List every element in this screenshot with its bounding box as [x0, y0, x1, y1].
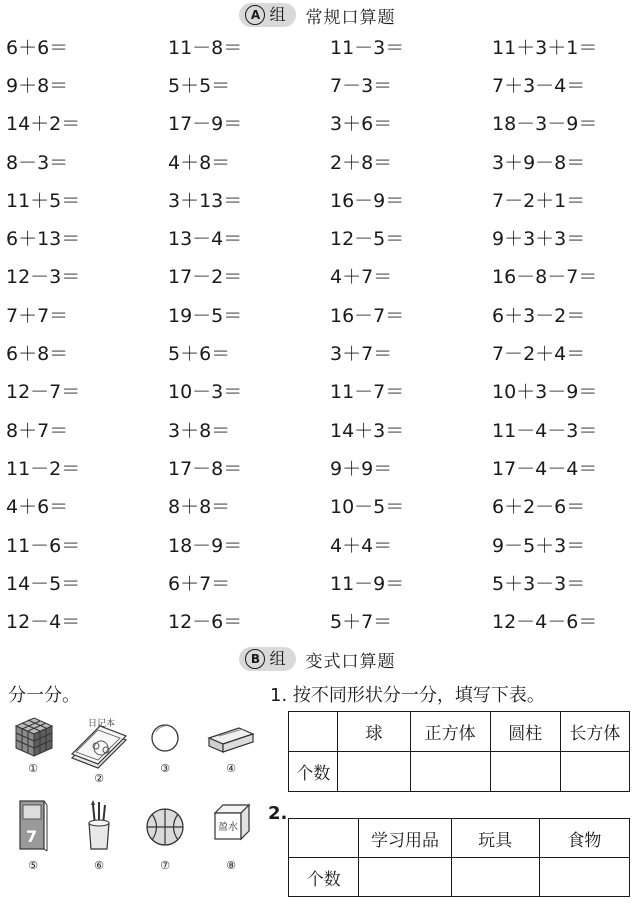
group-label: 组 — [269, 649, 286, 668]
object-number: ④ — [226, 762, 236, 775]
problem-cell: 11－2＝ — [6, 457, 81, 480]
problem-cell: 12－5＝ — [330, 228, 405, 251]
object-item — [0, 712, 66, 797]
problem-cell: 18－9＝ — [168, 534, 243, 557]
problem-cell: 6＋6＝ — [6, 36, 69, 59]
problem-cell: 3＋13＝ — [168, 189, 243, 212]
table-header-cell: 长方体 — [560, 712, 629, 752]
problem-cell: 5＋7＝ — [330, 611, 393, 634]
table-row-label: 个数 — [289, 752, 338, 792]
section-b-header — [0, 645, 635, 673]
problem-cell: 4＋6＝ — [6, 496, 69, 519]
problem-cell: 4＋7＝ — [330, 266, 393, 289]
problem-cell: 3＋8＝ — [168, 419, 231, 442]
problem-cell: 9＋9＝ — [330, 457, 393, 480]
problem-cell: 14＋3＝ — [330, 419, 405, 442]
pencil-cup-icon — [79, 797, 119, 857]
object-item — [132, 797, 198, 882]
object-item — [198, 712, 264, 797]
problem-cell: 17－8＝ — [168, 457, 243, 480]
problem-cell: 17－9＝ — [168, 113, 243, 136]
problem-cell: 6＋8＝ — [6, 343, 69, 366]
category-count-table — [288, 818, 630, 897]
diary-label: 日记本 — [88, 719, 116, 729]
problem-cell: 6＋13＝ — [6, 228, 81, 251]
object-number: ② — [94, 772, 104, 785]
problem-cell: 6＋2－6＝ — [492, 496, 586, 519]
problem-cell: 17－4－4＝ — [492, 457, 598, 480]
problem-cell: 8＋7＝ — [6, 419, 69, 442]
problem-cell: 3＋7＝ — [330, 343, 393, 366]
ball-icon — [145, 712, 185, 760]
problem-cell: 12－4－6＝ — [492, 611, 598, 634]
diary-book-icon — [68, 712, 130, 770]
table-header-cell: 圆柱 — [490, 712, 560, 752]
box-label: 盈水 — [218, 822, 238, 833]
table-row-label: 个数 — [289, 858, 359, 897]
object-item — [132, 712, 198, 797]
problem-cell: 12－4＝ — [6, 611, 81, 634]
problem-cell: 9＋3＋3＝ — [492, 228, 586, 251]
problem-cell: 4＋8＝ — [168, 151, 231, 174]
table-header-cell: 正方体 — [410, 712, 490, 752]
problem-cell: 4＋4＝ — [330, 534, 393, 557]
problem-cell: 16－9＝ — [330, 189, 405, 212]
object-number: ⑧ — [226, 859, 236, 872]
group-letter: A — [245, 5, 265, 25]
answer-cell[interactable] — [338, 752, 410, 792]
problem-cell: 11＋5＝ — [6, 189, 81, 212]
problem-cell: 14－5＝ — [6, 572, 81, 595]
table-corner-cell — [289, 819, 359, 858]
problem-cell: 16－8－7＝ — [492, 266, 598, 289]
problem-cell: 11＋3＋1＝ — [492, 36, 598, 59]
object-item — [66, 712, 132, 797]
problem-cell: 10－3＝ — [168, 381, 243, 404]
object-item — [66, 797, 132, 882]
basketball-icon — [143, 797, 187, 857]
question-2: 2. — [268, 803, 288, 824]
problem-cell: 17－2＝ — [168, 266, 243, 289]
problem-cell: 19－5＝ — [168, 304, 243, 327]
table-corner-cell — [289, 712, 338, 752]
problem-cell: 12－3＝ — [6, 266, 81, 289]
problem-cell: 6＋3－2＝ — [492, 304, 586, 327]
object-number: ① — [28, 762, 38, 775]
rubiks-cube-icon — [8, 712, 58, 760]
object-number: ⑤ — [28, 859, 38, 872]
table-header-cell: 玩具 — [451, 819, 539, 858]
problem-cell: 11－8＝ — [168, 36, 243, 59]
problem-cell: 3＋6＝ — [330, 113, 393, 136]
problem-cell: 18－3－9＝ — [492, 113, 598, 136]
problem-cell: 11－7＝ — [330, 381, 405, 404]
object-pictures — [0, 712, 262, 882]
sort-instruction: 分一分。 — [8, 685, 80, 706]
group-label: 组 — [269, 5, 286, 24]
answer-cell[interactable] — [359, 858, 451, 897]
problem-cell: 2＋8＝ — [330, 151, 393, 174]
answer-cell[interactable] — [490, 752, 560, 792]
problem-cell: 6＋7＝ — [168, 572, 231, 595]
object-number: ⑥ — [94, 859, 104, 872]
problem-cell: 13－4＝ — [168, 228, 243, 251]
problem-cell: 9－5＋3＝ — [492, 534, 586, 557]
problem-cell: 3＋9－8＝ — [492, 151, 586, 174]
problem-cell: 7－2＋4＝ — [492, 343, 586, 366]
problem-cell: 11－6＝ — [6, 534, 81, 557]
problem-cell: 11－3＝ — [330, 36, 405, 59]
problem-cell: 8－3＝ — [6, 151, 69, 174]
problem-cell: 9＋8＝ — [6, 74, 69, 97]
problem-cell: 7－3＝ — [330, 74, 393, 97]
table-header-cell: 球 — [338, 712, 410, 752]
object-number: ⑦ — [160, 859, 170, 872]
problem-cell: 7＋7＝ — [6, 304, 69, 327]
answer-cell[interactable] — [539, 858, 629, 897]
section-title: 常规口算题 — [305, 7, 396, 28]
problem-cell: 16－7＝ — [330, 304, 405, 327]
group-badge — [239, 647, 295, 671]
shape-count-table — [288, 711, 630, 792]
question-1: 1. 按不同形状分一分，填写下表。 — [270, 685, 545, 706]
object-number: ③ — [160, 762, 170, 775]
problem-cell: 10－5＝ — [330, 496, 405, 519]
exercise-book-icon — [13, 797, 53, 857]
problem-cell: 5＋3－3＝ — [492, 572, 586, 595]
problem-cell: 8＋8＝ — [168, 496, 231, 519]
problem-cell: 10＋3－9＝ — [492, 381, 598, 404]
problem-cell: 12－6＝ — [168, 611, 243, 634]
object-item — [198, 797, 264, 882]
problem-grid — [6, 27, 634, 640]
object-item — [0, 797, 66, 882]
table-header-cell: 学习用品 — [359, 819, 451, 858]
problem-cell: 5＋5＝ — [168, 74, 231, 97]
answer-cell[interactable] — [410, 752, 490, 792]
problem-cell: 7－2＋1＝ — [492, 189, 586, 212]
section-title: 变式口算题 — [305, 651, 396, 672]
section-a-header — [0, 1, 635, 29]
group-badge — [239, 3, 295, 27]
problem-cell: 11－9＝ — [330, 572, 405, 595]
water-box-icon — [209, 797, 253, 857]
problem-cell: 11－4－3＝ — [492, 419, 598, 442]
svg-text:7: 7 — [26, 827, 38, 846]
problem-cell: 14＋2＝ — [6, 113, 81, 136]
table-header-cell: 食物 — [539, 819, 629, 858]
problem-cell: 7＋3－4＝ — [492, 74, 586, 97]
eraser-icon — [203, 712, 259, 760]
answer-cell[interactable] — [560, 752, 629, 792]
problem-cell: 12－7＝ — [6, 381, 81, 404]
group-letter: B — [245, 649, 265, 669]
problem-cell: 5＋6＝ — [168, 343, 231, 366]
answer-cell[interactable] — [451, 858, 539, 897]
